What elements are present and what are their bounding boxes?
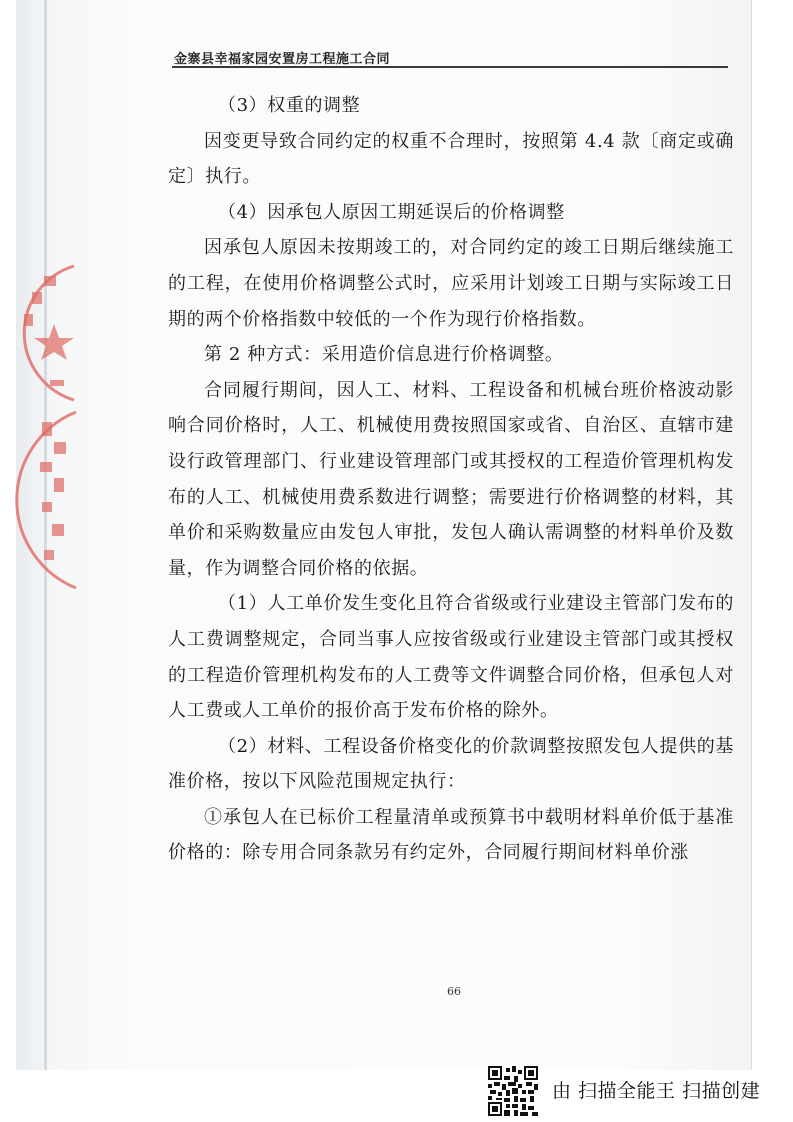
paragraph-delay-price-adjustment: 因承包人原因未按期竣工的，对合同约定的竣工日期后继续施工的工程，在使用价格调整公式时，应采用计划竣工日期与实际竣工日期的两个价格指数中较低的一个作为现行价格指数。 xyxy=(168,237,734,330)
paragraph-material-price-change: （2）材料、工程设备价格变化的价款调整按照发包人提供的基准价格，按以下风险范围规定执行： xyxy=(168,735,734,793)
paragraph-cost-information-adjustment: 合同履行期间，因人工、材料、工程设备和机械台班价格波动影响合同价格时，人工、机械使用费按照国家或省、自治区、直辖市建设行政管理部门、行业建设管理部门或其授权的工程造价管理机构发布的人工、机械使用费系数进行调整；需要进行价格调整的材料，其单价和采购数量应由发包人审批，发包人确认需调整的材料单价及数量，作为调整合同价格的依据。 xyxy=(168,379,734,579)
section-heading-weight-adjustment: （3）权重的调整 xyxy=(218,95,361,116)
qr-code-icon xyxy=(488,1066,538,1116)
paragraph-labor-unit-price: （1）人工单价发生变化且符合省级或行业建设主管部门发布的人工费调整规定，合同当事人应按省级或行业建设主管部门或其授权的工程造价管理机构发布的人工费等文件调整合同价格，但承包人对人工费或人工单价的报价高于发布价格的除外。 xyxy=(168,593,734,722)
method-two-heading: 第 2 种方式：采用造价信息进行价格调整。 xyxy=(204,344,564,366)
page-number: 66 xyxy=(447,985,461,998)
document-body xyxy=(168,88,734,871)
section-heading-delay-price-adjustment: （4）因承包人原因工期延误后的价格调整 xyxy=(218,201,565,223)
paragraph-weight-adjustment: 因变更导致合同约定的权重不合理时，按照第 4.4 款〔商定或确定〕执行。 xyxy=(168,130,734,188)
contract-header-title: 金寨县幸福家园安置房工程施工合同 xyxy=(174,52,391,67)
paragraph-material-price-below-base: ①承包人在已标价工程量清单或预算书中载明材料单价低于基准价格的：除专用合同条款另有约定外，合同履行期间材料单价涨 xyxy=(168,806,734,864)
red-seal-stamp xyxy=(14,262,94,592)
header-divider xyxy=(172,66,728,68)
scanner-watermark-label: 由 扫描全能王 扫描创建 xyxy=(552,1080,761,1102)
